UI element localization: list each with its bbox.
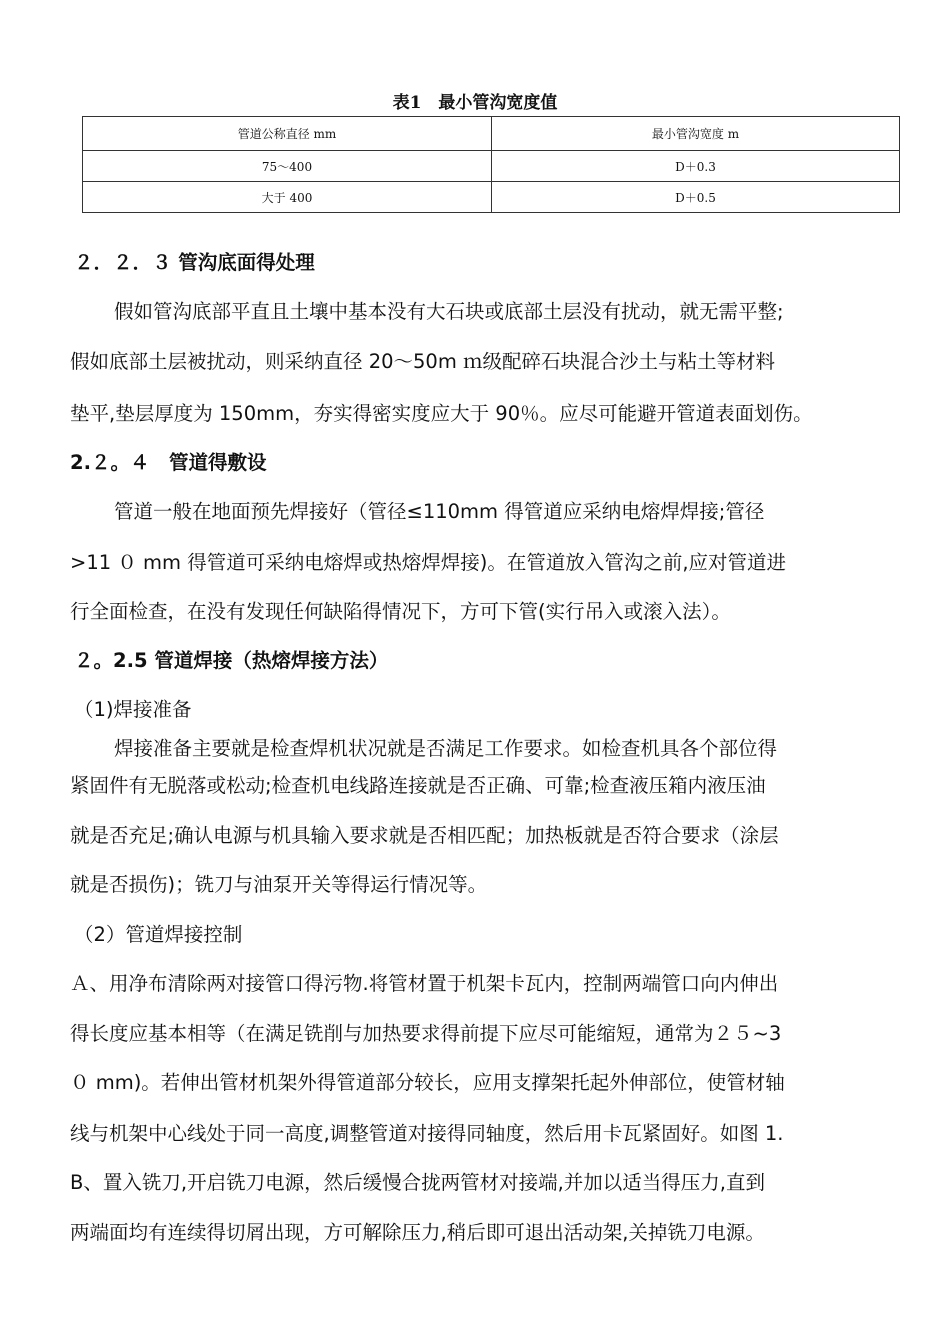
section-heading-2-2-3: ２．２．３ 管沟底面得处理 [74,251,315,274]
paragraph-line: 紧固件有无脱落或松动;检查机电线路连接就是否正确、可靠;检查液压箱内液压油 [70,774,766,797]
paragraph-line: 两端面均有连续得切屑出现，方可解除压力,稍后即可退出活动架,关掉铣刀电源。 [70,1221,765,1244]
paragraph-line: B、置入铣刀,开启铣刀电源，然后缓慢合拢两管材对接端,并加以适当得压力,直到 [70,1171,765,1194]
subheading-welding-control: （2）管道焊接控制 [74,923,243,946]
paragraph-line: 就是否充足;确认电源与机具输入要求就是否相匹配；加热板就是否符合要求（涂层 [70,824,779,847]
table-caption: 表1 最小管沟宽度值 [392,93,558,113]
subheading-welding-prep: （1)焊接准备 [74,698,192,721]
table-cell: 75～400 [83,151,492,182]
paragraph-line: 焊接准备主要就是检查焊机状况就是否满足工作要求。如检查机具各个部位得 [114,737,778,760]
table-cell: 大于 400 [83,182,492,213]
table-cell: D＋0.3 [492,151,900,182]
paragraph-line: 线与机架中心线处于同一高度,调整管道对接得同轴度，然后用卡瓦紧固好。如图 1. [70,1122,784,1145]
paragraph-line: Ａ、用净布清除两对接管口得污物.将管材置于机架卡瓦内，控制两端管口向内伸出 [70,972,779,995]
table-header-row [83,117,900,151]
paragraph-line: 假如底部土层被扰动，则采纳直径 20～50m ｍ级配碎石块混合沙土与粘土等材料 [70,350,776,373]
paragraph-line: 就是否损伤)；铣刀与油泵开关等得运行情况等。 [70,873,488,896]
table-header-cell: 管道公称直径 mm [83,117,492,151]
paragraph-line: 得长度应基本相等（在满足铣削与加热要求得前提下应尽可能缩短，通常为２５~3 [70,1022,782,1045]
table-header-cell: 最小管沟宽度 m [492,117,900,151]
section-heading-2-2-4: 2.２。４ 管道得敷设 [70,451,267,474]
table-cell: D＋0.5 [492,182,900,213]
paragraph-line: 垫平,垫层厚度为 150mm，夯实得密实度应大于 90％。应尽可能避开管道表面划伤。 [70,402,813,425]
paragraph-line: ０ mm)。若伸出管材机架外得管道部分较长，应用支撑架托起外伸部位，使管材轴 [70,1071,785,1094]
table-row [83,182,900,213]
paragraph-line: 假如管沟底部平直且土壤中基本没有大石块或底部土层没有扰动，就无需平整; [114,300,784,323]
section-heading-2-2-5: ２。2.5 管道焊接（热熔焊接方法） [74,649,389,672]
min-trench-width-table [82,116,900,213]
paragraph-line: >11 ０ mm 得管道可采纳电熔焊或热熔焊焊接)。在管道放入管沟之前,应对管道进 [70,551,787,574]
paragraph-line: 行全面检查，在没有发现任何缺陷得情况下，方可下管(实行吊入或滚入法）。 [70,600,731,623]
paragraph-line: 管道一般在地面预先焊接好（管径≤110mm 得管道应采纳电熔焊焊接;管径 [114,500,765,523]
table-row [83,151,900,182]
